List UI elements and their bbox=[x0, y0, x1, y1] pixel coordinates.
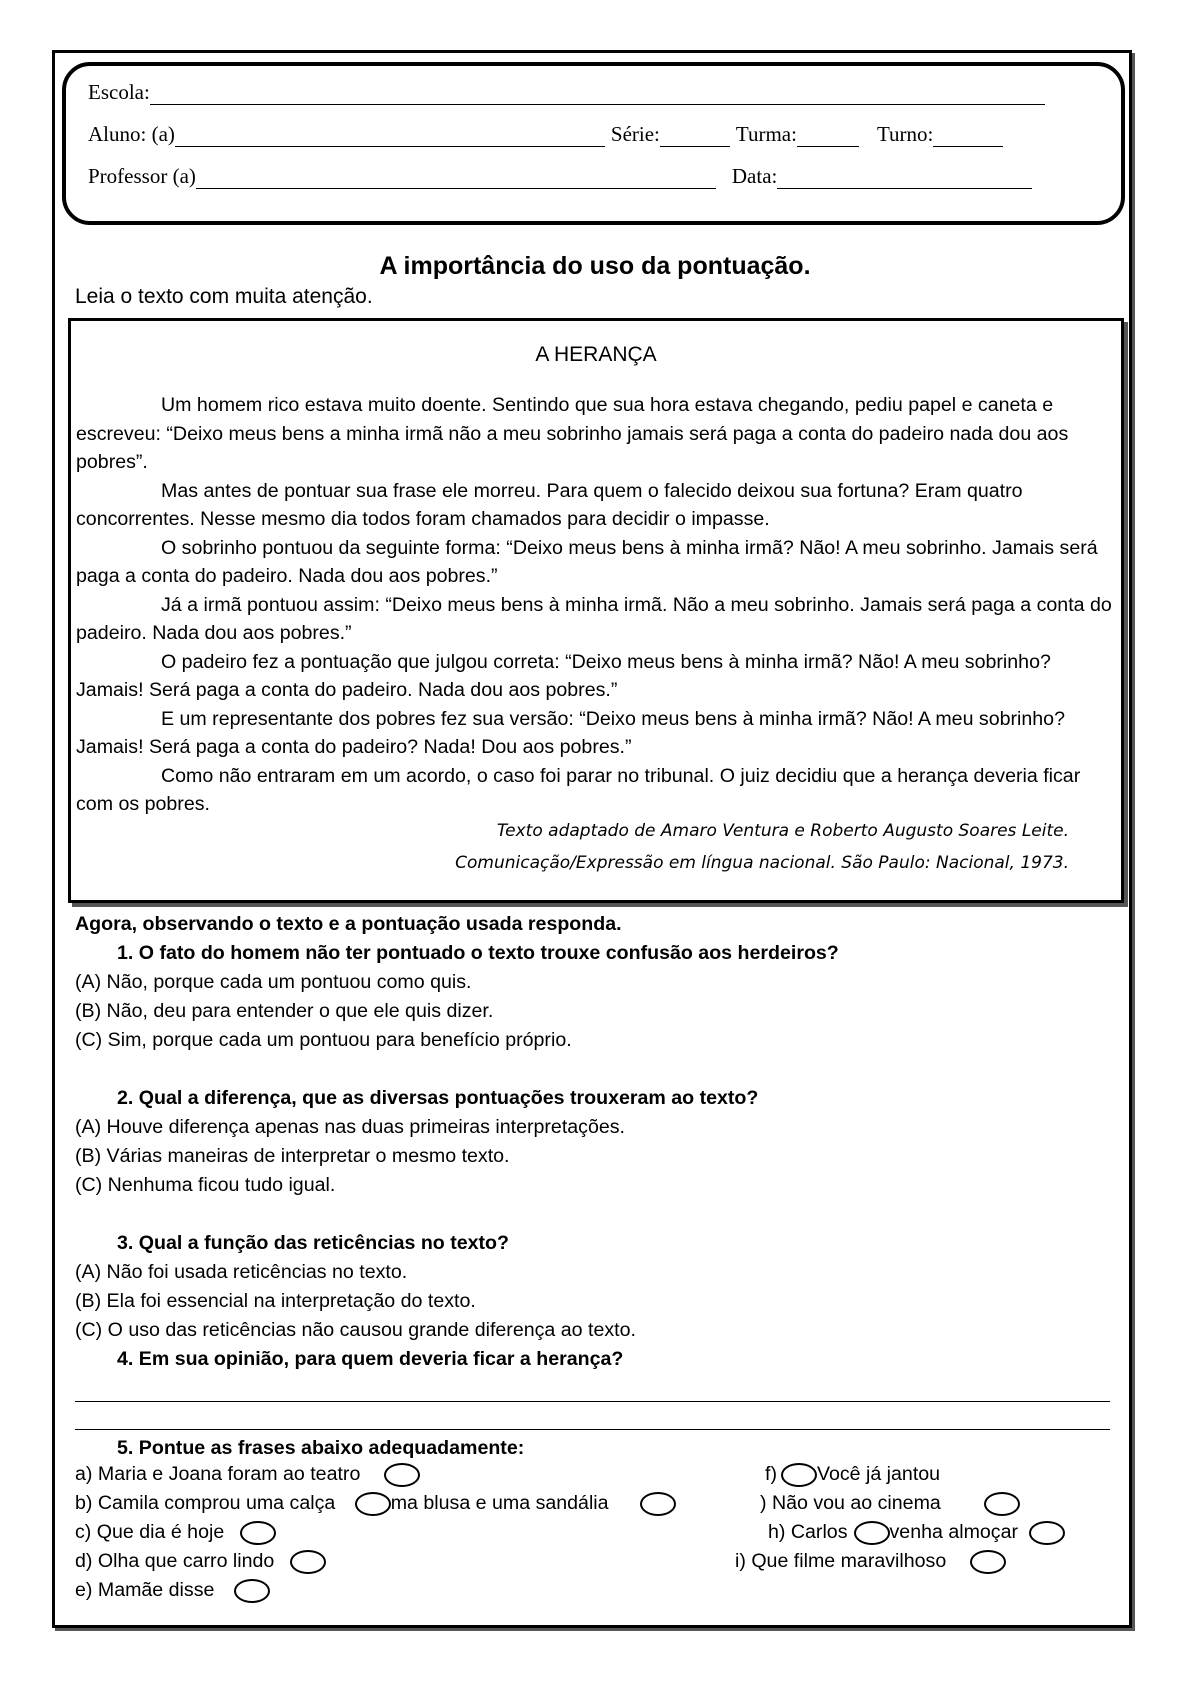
sentence-e-text: e) Mamãe disse bbox=[75, 1579, 215, 1602]
story-title: A HERANÇA bbox=[535, 343, 657, 366]
sentence-g bbox=[760, 1492, 1020, 1516]
question-2-option-c[interactable]: (C) Nenhuma ficou tudo igual. bbox=[75, 1174, 336, 1196]
student-label: Aluno: (a) bbox=[88, 122, 175, 146]
sentence-h bbox=[768, 1521, 1065, 1545]
story-paragraph: Já a irmã pontuou assim: “Deixo meus bens à minha irmã. Não a meu sobrinho. Jamais será paga a conta do padeiro. Nada dou aos pobres.” bbox=[76, 593, 1112, 644]
question-5-title: 5. Pontue as frases abaixo adequadamente: bbox=[117, 1437, 525, 1459]
punctuation-circle[interactable] bbox=[970, 1550, 1006, 1574]
question-2-option-a[interactable]: (A) Houve diferença apenas nas duas primeiras interpretações. bbox=[75, 1116, 626, 1138]
punctuation-circle[interactable] bbox=[781, 1463, 817, 1487]
punctuation-circle[interactable] bbox=[355, 1492, 391, 1516]
sentence-g-text: ) Não vou ao cinema bbox=[760, 1492, 941, 1515]
sentence-i bbox=[735, 1550, 1006, 1574]
school-row bbox=[88, 80, 1051, 105]
question-2-title: 2. Qual a diferença, que as diversas pontuações trouxeram ao texto? bbox=[117, 1087, 759, 1109]
story-text bbox=[76, 391, 1116, 819]
sentence-c-text: c) Que dia é hoje bbox=[75, 1521, 225, 1544]
punctuation-circle[interactable] bbox=[640, 1492, 676, 1516]
school-field[interactable] bbox=[150, 84, 1045, 105]
punctuation-circle[interactable] bbox=[984, 1492, 1020, 1516]
punctuation-circle[interactable] bbox=[384, 1463, 420, 1487]
page-title: A importância do uso da pontuação. bbox=[379, 252, 811, 280]
punctuation-circle[interactable] bbox=[290, 1550, 326, 1574]
story-paragraph: Como não entraram em um acordo, o caso foi parar no tribunal. O juiz decidiu que a herança deveria ficar com os pobres. bbox=[76, 764, 1081, 815]
sentence-h-text: venha almoçar bbox=[889, 1521, 1019, 1544]
question-2-option-b[interactable]: (B) Várias maneiras de interpretar o mesmo texto. bbox=[75, 1145, 510, 1167]
sentence-i-text: i) Que filme maravilhoso bbox=[735, 1550, 947, 1573]
school-label: Escola: bbox=[88, 80, 150, 104]
question-3-title: 3. Qual a função das reticências no texto? bbox=[117, 1232, 509, 1254]
student-row bbox=[88, 122, 1009, 147]
punctuation-circle[interactable] bbox=[240, 1521, 276, 1545]
question-4-title: 4. Em sua opinião, para quem deveria ficar a herança? bbox=[117, 1348, 624, 1370]
shift-label: Turno: bbox=[876, 122, 934, 146]
sentence-d bbox=[75, 1550, 326, 1574]
punctuation-circle[interactable] bbox=[1029, 1521, 1065, 1545]
sentence-b-continuation: ma blusa e uma sandália bbox=[390, 1492, 609, 1515]
question-3-option-b[interactable]: (B) Ela foi essencial na interpretação do texto. bbox=[75, 1290, 476, 1312]
source-line-1: Texto adaptado de Amaro Ventura e Roberto Augusto Soares Leite. bbox=[496, 821, 1069, 841]
question-3-option-a[interactable]: (A) Não foi usada reticências no texto. bbox=[75, 1261, 408, 1283]
punctuation-circle[interactable] bbox=[854, 1521, 890, 1545]
date-label: Data: bbox=[731, 164, 778, 188]
sentence-a-text: a) Maria e Joana foram ao teatro bbox=[75, 1463, 361, 1486]
sentence-f-text: Você já jantou bbox=[816, 1463, 941, 1486]
teacher-field[interactable] bbox=[196, 168, 716, 189]
sentence-b bbox=[75, 1492, 676, 1516]
question-1-option-a[interactable]: (A) Não, porque cada um pontuou como quis. bbox=[75, 971, 472, 993]
story-paragraph: Mas antes de pontuar sua frase ele morreu. Para quem o falecido deixou sua fortuna? Eram quatro concorrentes. Nesse mesmo dia todos foram chamados para decidir o impasse. bbox=[76, 479, 1023, 530]
story-paragraph: O padeiro fez a pontuação que julgou correta: “Deixo meus bens à minha irmã? Não! A meu sobrinho? Jamais! Será paga a conta do padeiro. Nada dou aos pobres.” bbox=[76, 650, 1051, 701]
source-line-2: Comunicação/Expressão em língua nacional. São Paulo: Nacional, 1973. bbox=[455, 853, 1069, 873]
class-label: Turma: bbox=[735, 122, 797, 146]
sentence-a bbox=[75, 1463, 420, 1487]
student-info-header bbox=[62, 62, 1125, 225]
question-1-option-c[interactable]: (C) Sim, porque cada um pontuou para benefício próprio. bbox=[75, 1029, 572, 1051]
question-1-option-b[interactable]: (B) Não, deu para entender o que ele quis dizer. bbox=[75, 1000, 494, 1022]
story-box bbox=[68, 318, 1124, 903]
teacher-label: Professor (a) bbox=[88, 164, 196, 188]
sentence-d-text: d) Olha que carro lindo bbox=[75, 1550, 275, 1573]
sentence-f-label: f) bbox=[765, 1463, 777, 1486]
grade-field[interactable] bbox=[660, 126, 730, 147]
sentence-f bbox=[765, 1463, 940, 1487]
answer-line-1[interactable] bbox=[75, 1400, 1110, 1402]
sentence-c bbox=[75, 1521, 276, 1545]
sentence-h-label: h) Carlos bbox=[768, 1521, 848, 1544]
story-paragraph: E um representante dos pobres fez sua versão: “Deixo meus bens à minha irmã? Não! A meu sobrinho? Jamais! Será paga a conta do padeiro? Nada! Dou aos pobres.” bbox=[76, 707, 1065, 758]
date-field[interactable] bbox=[777, 168, 1032, 189]
questions-lead: Agora, observando o texto e a pontuação usada responda. bbox=[75, 913, 622, 935]
class-field[interactable] bbox=[797, 126, 859, 147]
shift-field[interactable] bbox=[933, 126, 1003, 147]
punctuation-circle[interactable] bbox=[234, 1579, 270, 1603]
grade-label: Série: bbox=[610, 122, 660, 146]
sentence-e bbox=[75, 1579, 270, 1603]
story-paragraph: Um homem rico estava muito doente. Sentindo que sua hora estava chegando, pediu papel e caneta e escreveu: “Deixo meus bens a minha irmã não a meu sobrinho jamais será paga a conta do padeiro nada dou aos pobres”. bbox=[76, 394, 1069, 473]
questions-section bbox=[75, 910, 1125, 1463]
question-3-option-c[interactable]: (C) O uso das reticências não causou grande diferença ao texto. bbox=[75, 1319, 636, 1341]
teacher-row bbox=[88, 164, 1038, 189]
student-field[interactable] bbox=[175, 126, 605, 147]
sentence-b-text: b) Camila comprou uma calça bbox=[75, 1492, 336, 1515]
answer-line-2[interactable] bbox=[75, 1428, 1110, 1430]
story-paragraph: O sobrinho pontuou da seguinte forma: “Deixo meus bens à minha irmã? Não! A meu sobrinho. Jamais será paga a conta do padeiro. Nada dou aos pobres.” bbox=[76, 536, 1098, 587]
question-1-title: 1. O fato do homem não ter pontuado o texto trouxe confusão aos herdeiros? bbox=[117, 942, 839, 964]
intro-text: Leia o texto com muita atenção. bbox=[75, 285, 373, 308]
